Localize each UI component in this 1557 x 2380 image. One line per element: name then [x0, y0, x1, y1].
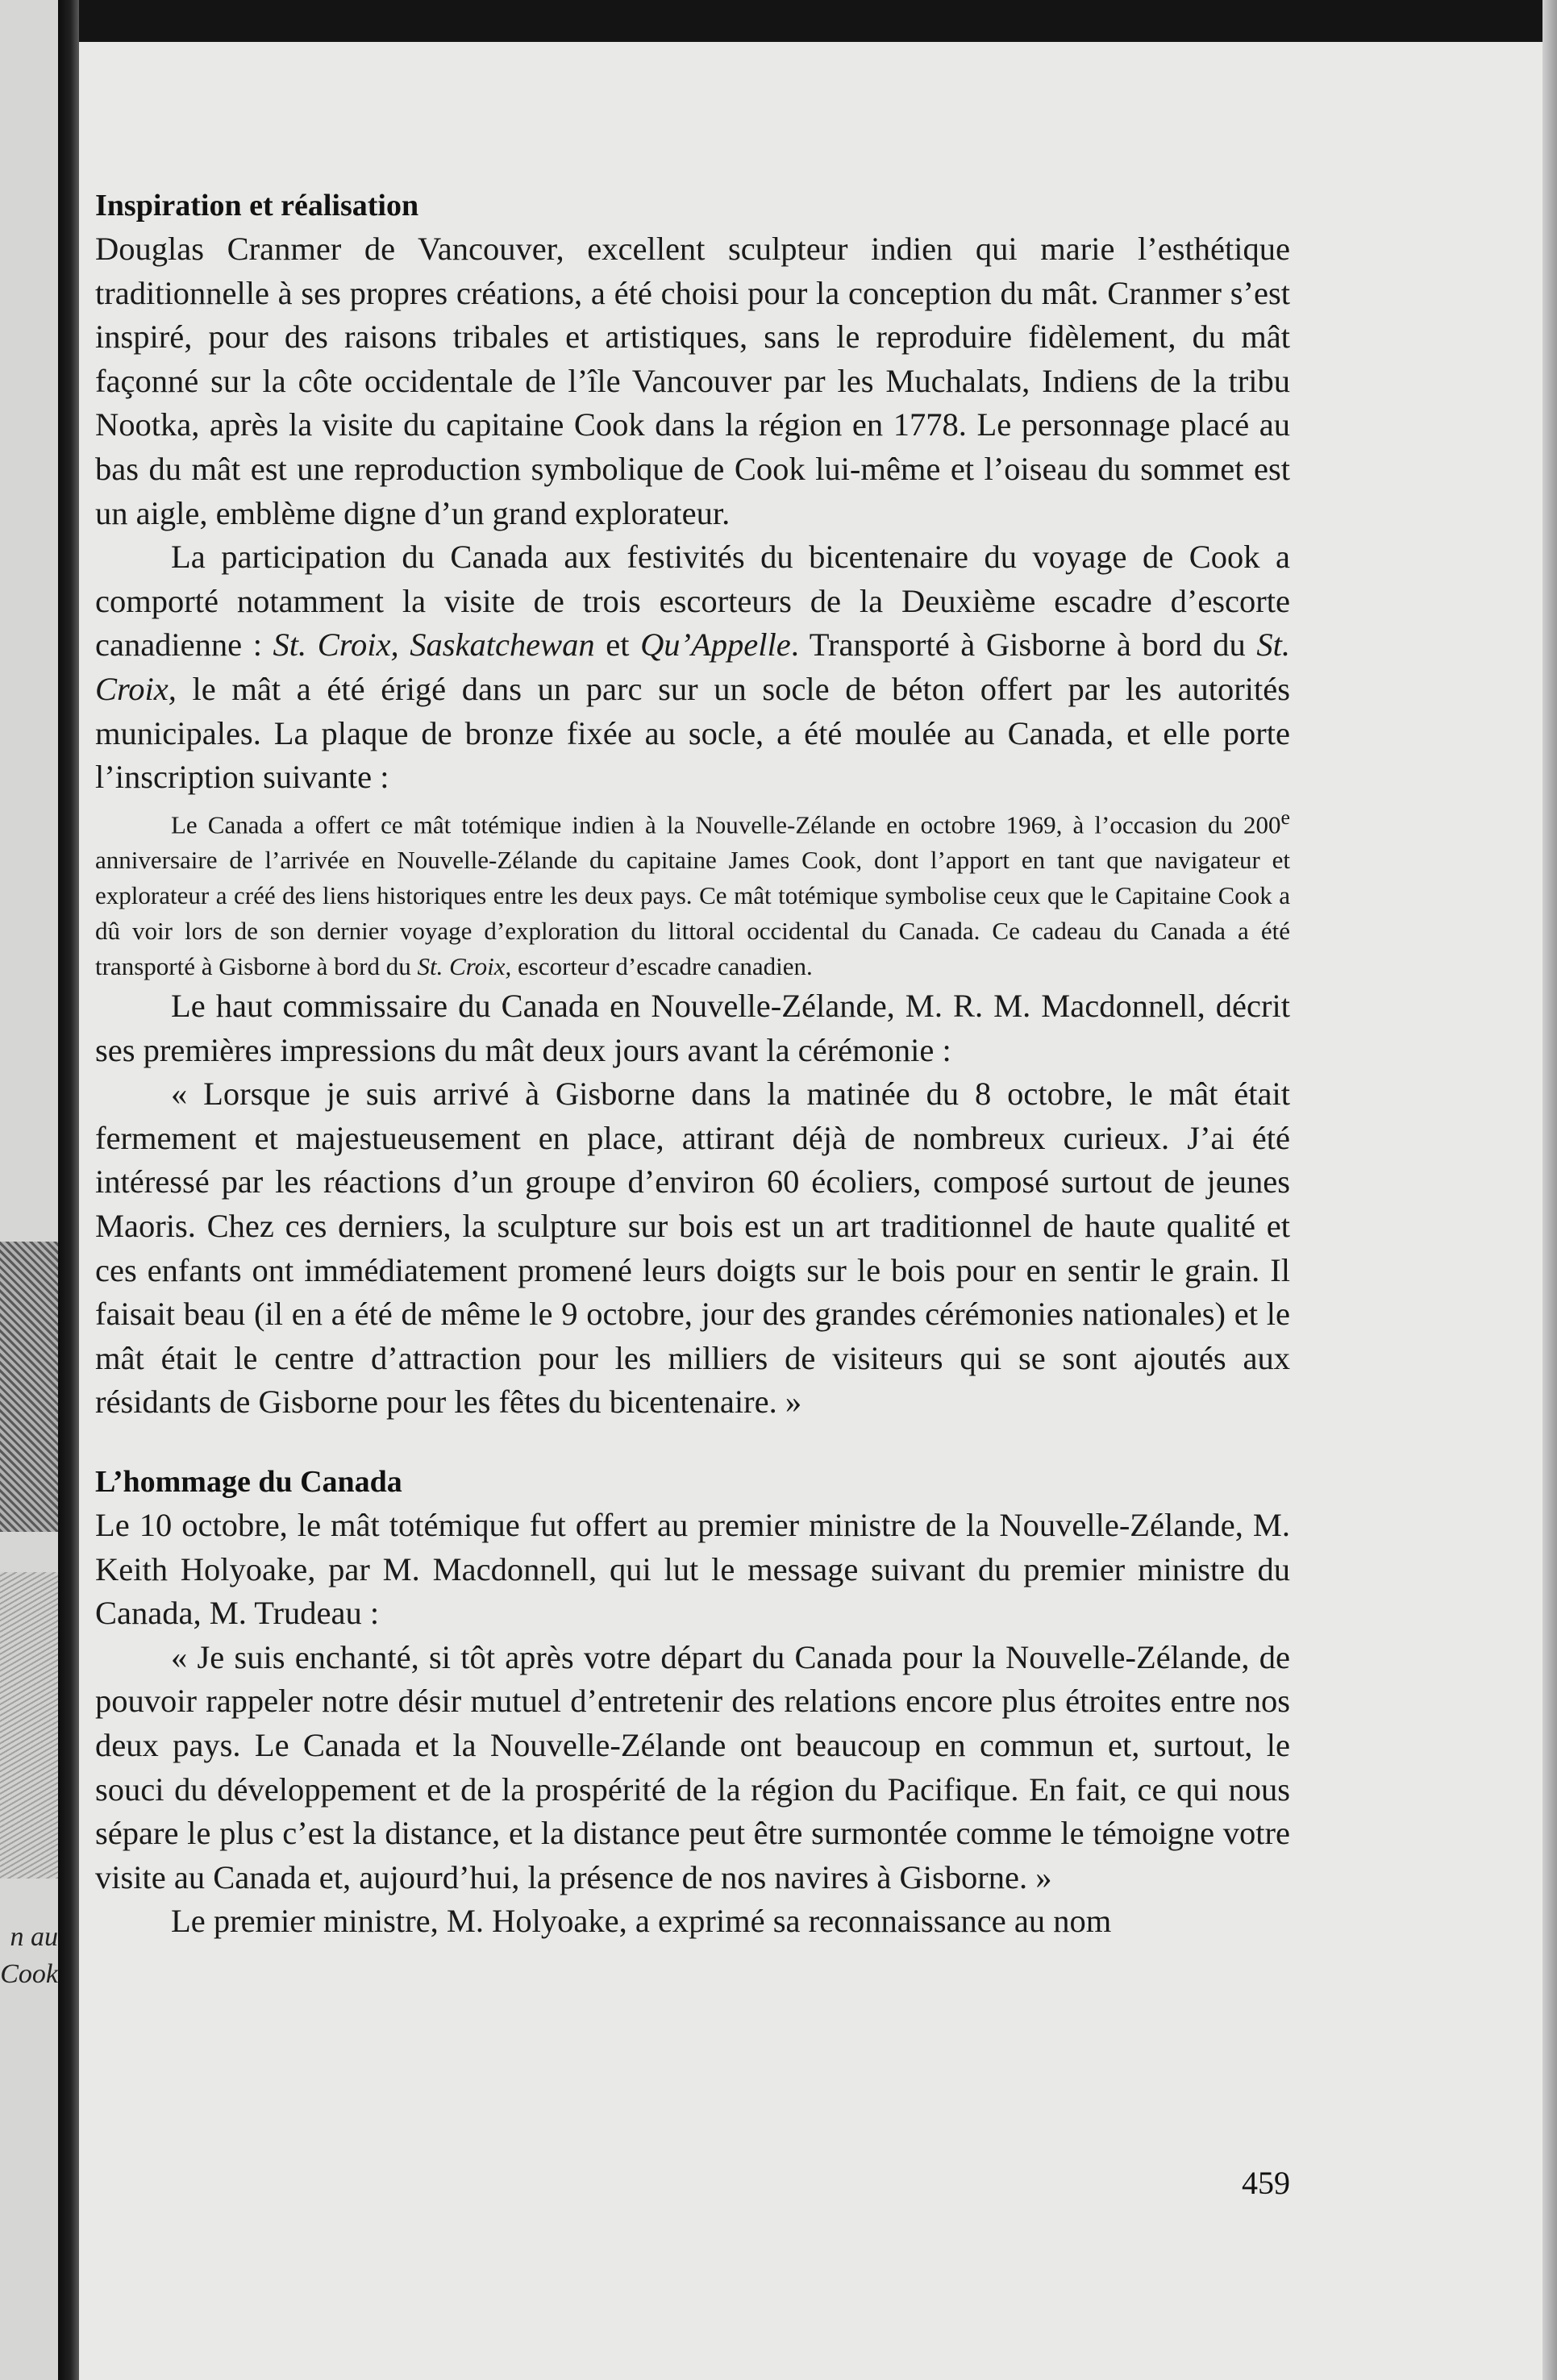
adjacent-page-photo — [0, 1242, 58, 1532]
paragraph-holyoake: Le premier ministre, M. Holyoake, a exprimé sa reconnaissance au nom — [171, 1903, 1112, 1940]
section-heading-hommage: L’hommage du Canada — [95, 1464, 402, 1499]
book-binding-shadow — [58, 0, 79, 2380]
superscript-e: e — [1280, 805, 1290, 829]
quote-macdonnell: « Lorsque je suis arrivé à Gisborne dans la matinée du 8 octobre, le mât était fermement et majestueusement en place, attirant déjà de nombreux curieux. J’ai été intéressé par les réactions d’un groupe d’environ 60 écoliers, composé surtout de jeunes Maoris. Chez ces derniers, la sculpture sur bois est un art traditionnel de haute qualité et ces enfants ont immédiatement promené leurs doigts sur le bois pour en sentir le grain. Il faisait beau (il en a été de même le 9 octobre, jour des grandes cérémonies nationales) et le mât était le centre d’attraction pour les milliers de visiteurs qui se sont ajoutés aux résidants de Gisborne pour les fêtes du bicentenaire. » — [95, 1076, 1290, 1421]
paragraph-macdonnell: Le haut commissaire du Canada en Nouvelle-Zélande, M. R. M. Macdonnell, décrit ses premières impressions du mât deux jours avant la cérémonie : — [95, 988, 1290, 1068]
paragraph-participation: La participation du Canada aux festivités du bicentenaire du voyage de Cook a comporté notamment la visite de trois escorteurs de la Deuxième escadre d’escorte canadienne : St. Croix, Saskatchewan et Qu’Appelle. Transporté à Gisborne à bord du St. Croix, le mât a été érigé dans un parc sur un socle de béton offert par les autorités municipales. La plaque de bronze fixée au socle, a été moulée au Canada, et elle porte l’inscription suivante : — [95, 539, 1290, 796]
paragraph-october-10: Le 10 octobre, le mât totémique fut offert au premier ministre de la Nouvelle-Zélande, M. Keith Holyoake, par M. Macdonnell, qui lut le message suivant du premier ministre du Canada, M. Trudeau : — [95, 1506, 1290, 1632]
ship-name-quappelle: Qu’Appelle — [640, 626, 791, 664]
ship-name-st-croix: St. Croix, — [95, 626, 1290, 707]
ship-names: St. Croix, Saskatchewan — [273, 626, 595, 664]
scan-top-border — [0, 0, 1557, 42]
section-spacer — [95, 1425, 1290, 1460]
adjacent-page-caption — [0, 1919, 58, 1993]
adjacent-page-photo-lower — [0, 1572, 58, 1879]
scan-right-edge — [1542, 0, 1557, 2380]
plaque-inscription: Le Canada a offert ce mât totémique indien à la Nouvelle-Zélande en octobre 1969, à l’occasion du 200e anniversaire de l’arrivée en Nouvelle-Zélande du capitaine James Cook, dont l’apport en tant que navigateur et explorateur a créé des liens historiques entre les deux pays. Ce mât totémique symbolise ceux que le Capitaine Cook a dû voir lors de son dernier voyage d’exploration du littoral occidental du Canada. Ce cadeau du Canada a été transporté à Gisborne à bord du St. Croix, escorteur d’escadre canadien. — [95, 805, 1290, 981]
caption-line-1: n au — [10, 1922, 58, 1952]
text-column — [95, 184, 1290, 1944]
section-heading-inspiration: Inspiration et réalisation — [95, 189, 419, 223]
inscription-ship-name: St. Croix, — [417, 952, 512, 981]
paragraph-cranmer: Douglas Cranmer de Vancouver, excellent sculpteur indien qui marie l’esthétique traditionnelle à ses propres créations, a été choisi pour la conception du mât. Cranmer s’est inspiré, pour des raisons tribales et artistiques, sans le reproduire fidèlement, du mât façonné sur la côte occidentale de l’île Vancouver par les Muchalats, Indiens de la tribu Nootka, après la visite du capitaine Cook dans la région en 1778. Le personnage placé au bas du mât est une reproduction symbolique de Cook lui-même et l’oiseau du sommet est un aigle, emblème digne d’un grand explorateur. — [95, 231, 1290, 531]
page-number: 459 — [1242, 2165, 1290, 2201]
adjacent-page-edge — [0, 0, 58, 2380]
caption-line-2: Cook — [0, 1959, 58, 1989]
quote-trudeau: « Je suis enchanté, si tôt après votre départ du Canada pour la Nouvelle-Zélande, de pouvoir rappeler notre désir mutuel d’entretenir des relations encore plus étroites entre nos deux pays. Le Canada et la Nouvelle-Zélande ont beaucoup en commun et, surtout, le souci du développement et de la prospérité de la région du Pacifique. En fait, ce qui nous sépare le plus c’est la distance, et la distance peut être surmontée comme le témoigne votre visite au Canada et, aujourd’hui, la présence de nos navires à Gisborne. » — [95, 1638, 1290, 1895]
